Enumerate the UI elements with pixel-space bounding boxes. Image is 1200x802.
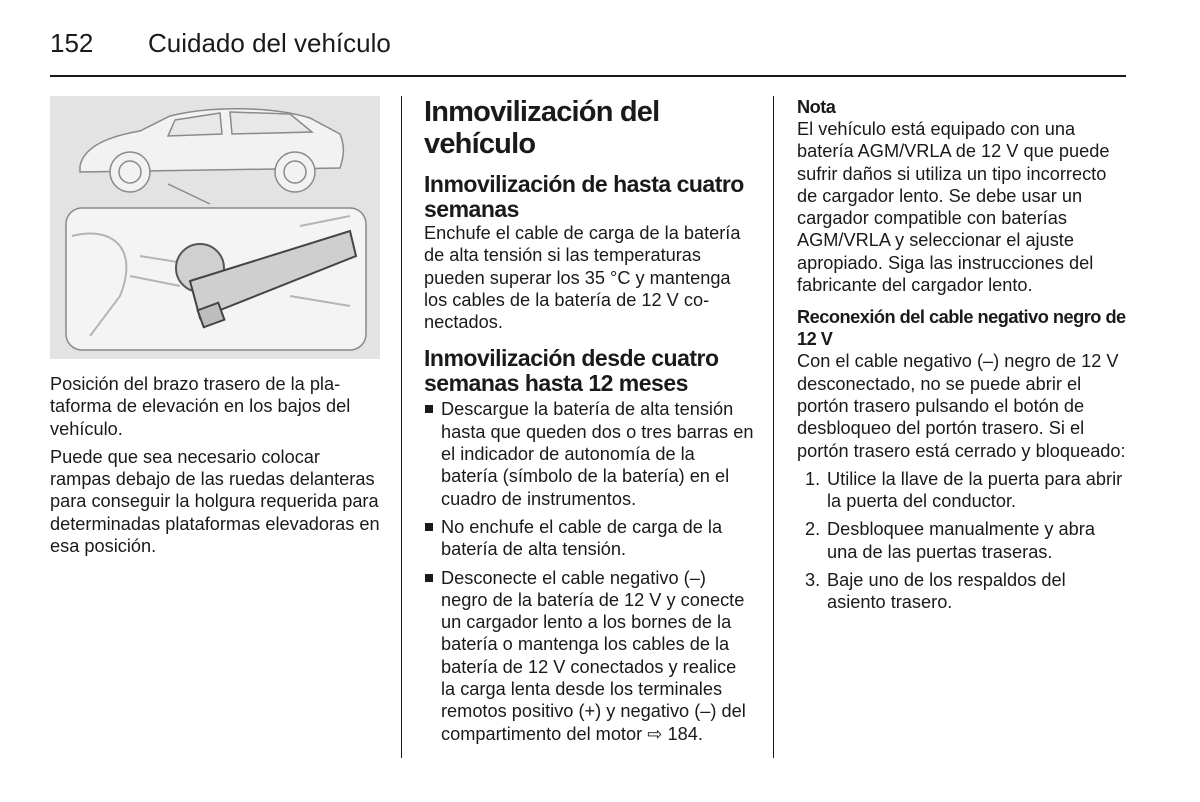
page-header — [50, 24, 1126, 74]
note-title: Nota — [797, 97, 836, 117]
list-item — [797, 468, 1127, 513]
column-divider-1 — [401, 96, 402, 758]
page-reference-arrow-icon: ⇨ — [647, 723, 663, 744]
reconnect-paragraph: Con el cable negativo (–) negro de 12 V desconectado, no se puede abrir el portón trasero pulsando el botón de desbloqueo del portón trasero. Si el portón trasero está cerrado y bloqueado: — [797, 351, 1126, 461]
subheading-four-weeks-to-12-months: Inmovilización desde cuatro semanas hasta 12 meses — [424, 345, 719, 397]
section-heading: Inmovilización del vehículo — [424, 96, 660, 160]
column-right — [797, 96, 1127, 620]
header-divider — [50, 75, 1126, 77]
page-number: 152 — [50, 28, 94, 58]
column-divider-2 — [773, 96, 774, 758]
bullet-square-icon — [425, 523, 433, 531]
storage-steps-list — [424, 398, 754, 744]
column-middle — [424, 96, 754, 751]
figure-caption: Posición del brazo trasero de la plataforma de elevación en los bajos del vehículo. — [50, 374, 351, 439]
bullet-square-icon — [425, 405, 433, 413]
page-reference: 184. — [662, 723, 703, 744]
four-weeks-paragraph: Enchufe el cable de carga de la batería de alta tensión si las temperaturas pueden superar los 35 °C y mantenga los cables de la batería de 12 V conectados. — [424, 223, 741, 333]
list-item: Descargue la batería de alta tensión hasta que queden dos o tres barras en el indicador de autonomía de la batería (símbolo de la batería) en el cuadro de instrumentos. — [424, 398, 754, 509]
bullet-square-icon — [425, 574, 433, 582]
step-number: 3. — [805, 570, 821, 591]
subheading-up-to-four-weeks: Inmovilización de hasta cuatro semanas — [424, 171, 744, 222]
lifting-arm-detail — [66, 208, 366, 350]
step-number: 2. — [805, 519, 821, 540]
column-left — [50, 96, 380, 557]
page-title: Cuidado del vehículo — [148, 28, 391, 58]
list-item — [797, 518, 1127, 563]
step-text: Utilice la llave de la puerta para abrir la puerta del conductor. — [827, 468, 1123, 512]
list-item: No enchufe el cable de carga de la batería de alta tensión. — [424, 516, 754, 561]
list-item: Desconecte el cable negativo (–) negro de la batería de 12 V y conecte un cargador lento a los bornes de la batería o mantenga los cables de la batería de 12 V conectados y realice la carga lenta desde los terminales remotos positivo (+) y negativo (–) del compartimento del motor ⇨ 184. — [424, 567, 754, 745]
note-text: El vehículo está equipado con una batería AGM/VRLA de 12 V que puede sufrir daños si utiliza un tipo incorrecto de cargador lento. Se debe usar un cargador compatible con baterías AGM/VRLA y seleccionar el ajuste apropiado. Siga las instrucciones del fabricante del cargador lento. — [797, 119, 1110, 296]
step-text: Desbloquee manualmente y abra una de las puertas traseras. — [827, 519, 1095, 562]
list-item — [797, 569, 1127, 614]
car-lift-figure — [50, 96, 380, 359]
reconnect-heading: Reconexión del cable negativo negro de 12 V — [797, 307, 1126, 350]
step-number: 1. — [805, 468, 821, 489]
ramps-paragraph: Puede que sea necesario colocar rampas debajo de las ruedas delanteras para conseguir la holgura requerida para determinadas plataformas elevadoras en esa posición. — [50, 446, 380, 557]
reconnect-steps-list — [797, 468, 1127, 614]
step-text: Baje uno de los respaldos del asiento trasero. — [827, 570, 1066, 613]
